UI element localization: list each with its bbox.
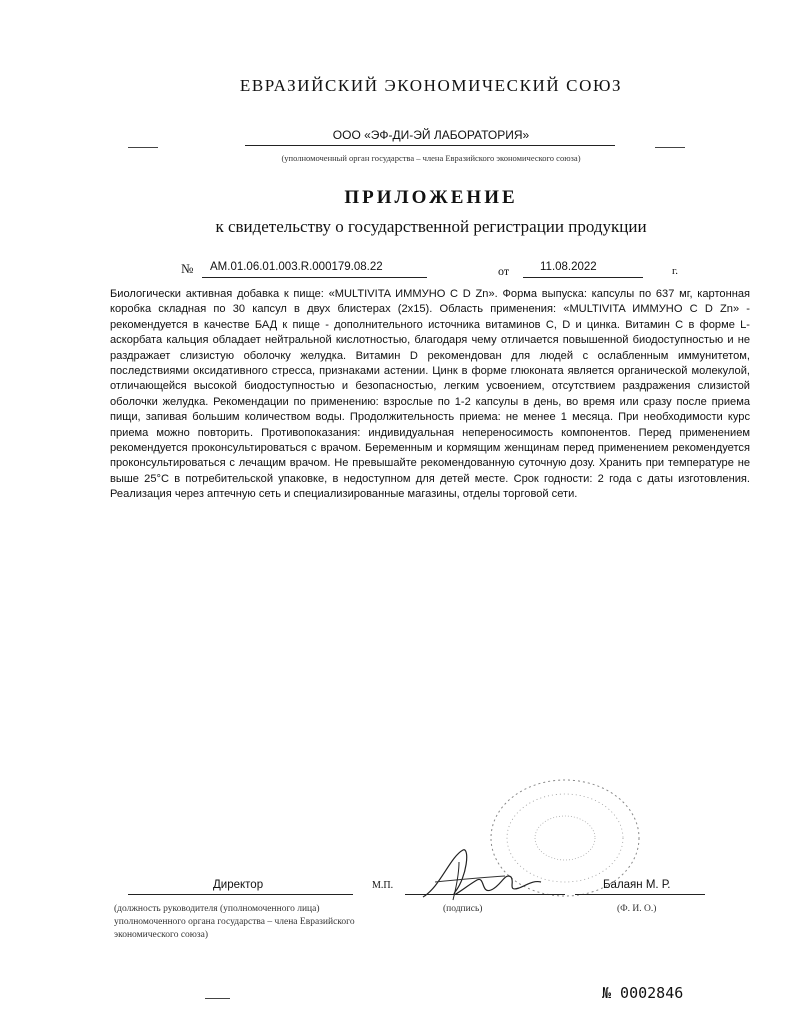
date-prefix: от — [498, 264, 510, 278]
stamp-label: М.П. — [372, 880, 394, 891]
top-right-dash — [655, 147, 685, 148]
serial-number: № 0002846 — [602, 984, 684, 1002]
registration-number: AM.01.06.01.003.R.000179.08.22 — [210, 261, 383, 273]
signature-caption: (подпись) — [443, 904, 483, 914]
page-subtitle: к свидетельству о государственной регистрации продукции — [215, 217, 647, 236]
top-left-dash — [128, 147, 158, 148]
signer-name-underline — [575, 894, 705, 895]
organization-name: ООО «ЭФ-ДИ-ЭЙ ЛАБОРАТОРИЯ» — [332, 128, 530, 142]
union-title: ЕВРАЗИЙСКИЙ ЭКОНОМИЧЕСКИЙ СОЮЗ — [239, 76, 623, 95]
signer-position: Директор — [213, 879, 264, 891]
product-description: Биологически активная добавка к пище: «MULTIVITA ИММУНО С D Zn». Форма выпуска: капсулы по 637 мг, картонная коробка складная по 30 капсул в двух блистерах (2x15). Область применения: «MULTIVITA ИММУНО С D Zn» - рекомендуется в качестве БАД к пище - дополнительного источника витаминов С, D и цинка. Витамин С в форме L-аскорбата кальция обладает нейтральной кислотностью, благодаря чему отличается повышенной биодоступностью и не раздражает слизистую оболочку желудка. Витамин D рекомендован для людей с ослабленным иммунитетом, последствиями оксидативного стресса, признаками астении. Цинк в форме глюконата является органической молекулой, отличающейся высокой биодоступностью и безопасностью, легким усвоением, отсутствием раздражения слизистой оболочки желудка. Рекомендации по применению: взрослые по 1-2 капсулы в день, во время или сразу после приема пищи, запивая большим количеством воды. Продолжительность приема: не менее 1 месяца. При необходимости курс приема можно повторить. Противопоказания: индивидуальная непереносимость компонентов. Перед применением рекомендуется проконсультироваться с врачом. Беременным и кормящим женщинам перед применением рекомендуется проконсультироваться с лечащим врачом. Не превышайте рекомендованную суточную дозу. Хранить при температуре не выше 25°C в потребительской упаковке, в недоступном для детей месте. Срок годности: 2 года с даты изготовления. Реализация через аптечную сеть и специализированные магазины, отделы торговой сети. — [110, 288, 750, 501]
bottom-dash — [205, 998, 230, 999]
organization-caption: (уполномоченный орган государства – члена Евразийского экономического союза) — [281, 153, 581, 163]
number-sign: № — [181, 261, 194, 276]
organization-underline — [245, 145, 615, 146]
year-suffix: г. — [672, 265, 679, 277]
signature-underline — [405, 894, 565, 895]
name-caption: (Ф. И. О.) — [617, 904, 657, 914]
position-underline — [128, 894, 353, 895]
signer-name: Балаян М. Р. — [603, 879, 671, 891]
registration-date-underline — [523, 277, 643, 278]
position-caption: (должность руководителя (уполномоченного лица) уполномоченного органа государства – члена Евразийского экономического союза) — [114, 904, 355, 940]
page-title: ПРИЛОЖЕНИЕ — [344, 187, 518, 208]
registration-date: 11.08.2022 — [540, 261, 597, 273]
registration-number-underline — [202, 277, 427, 278]
signature-scribble — [415, 842, 565, 912]
